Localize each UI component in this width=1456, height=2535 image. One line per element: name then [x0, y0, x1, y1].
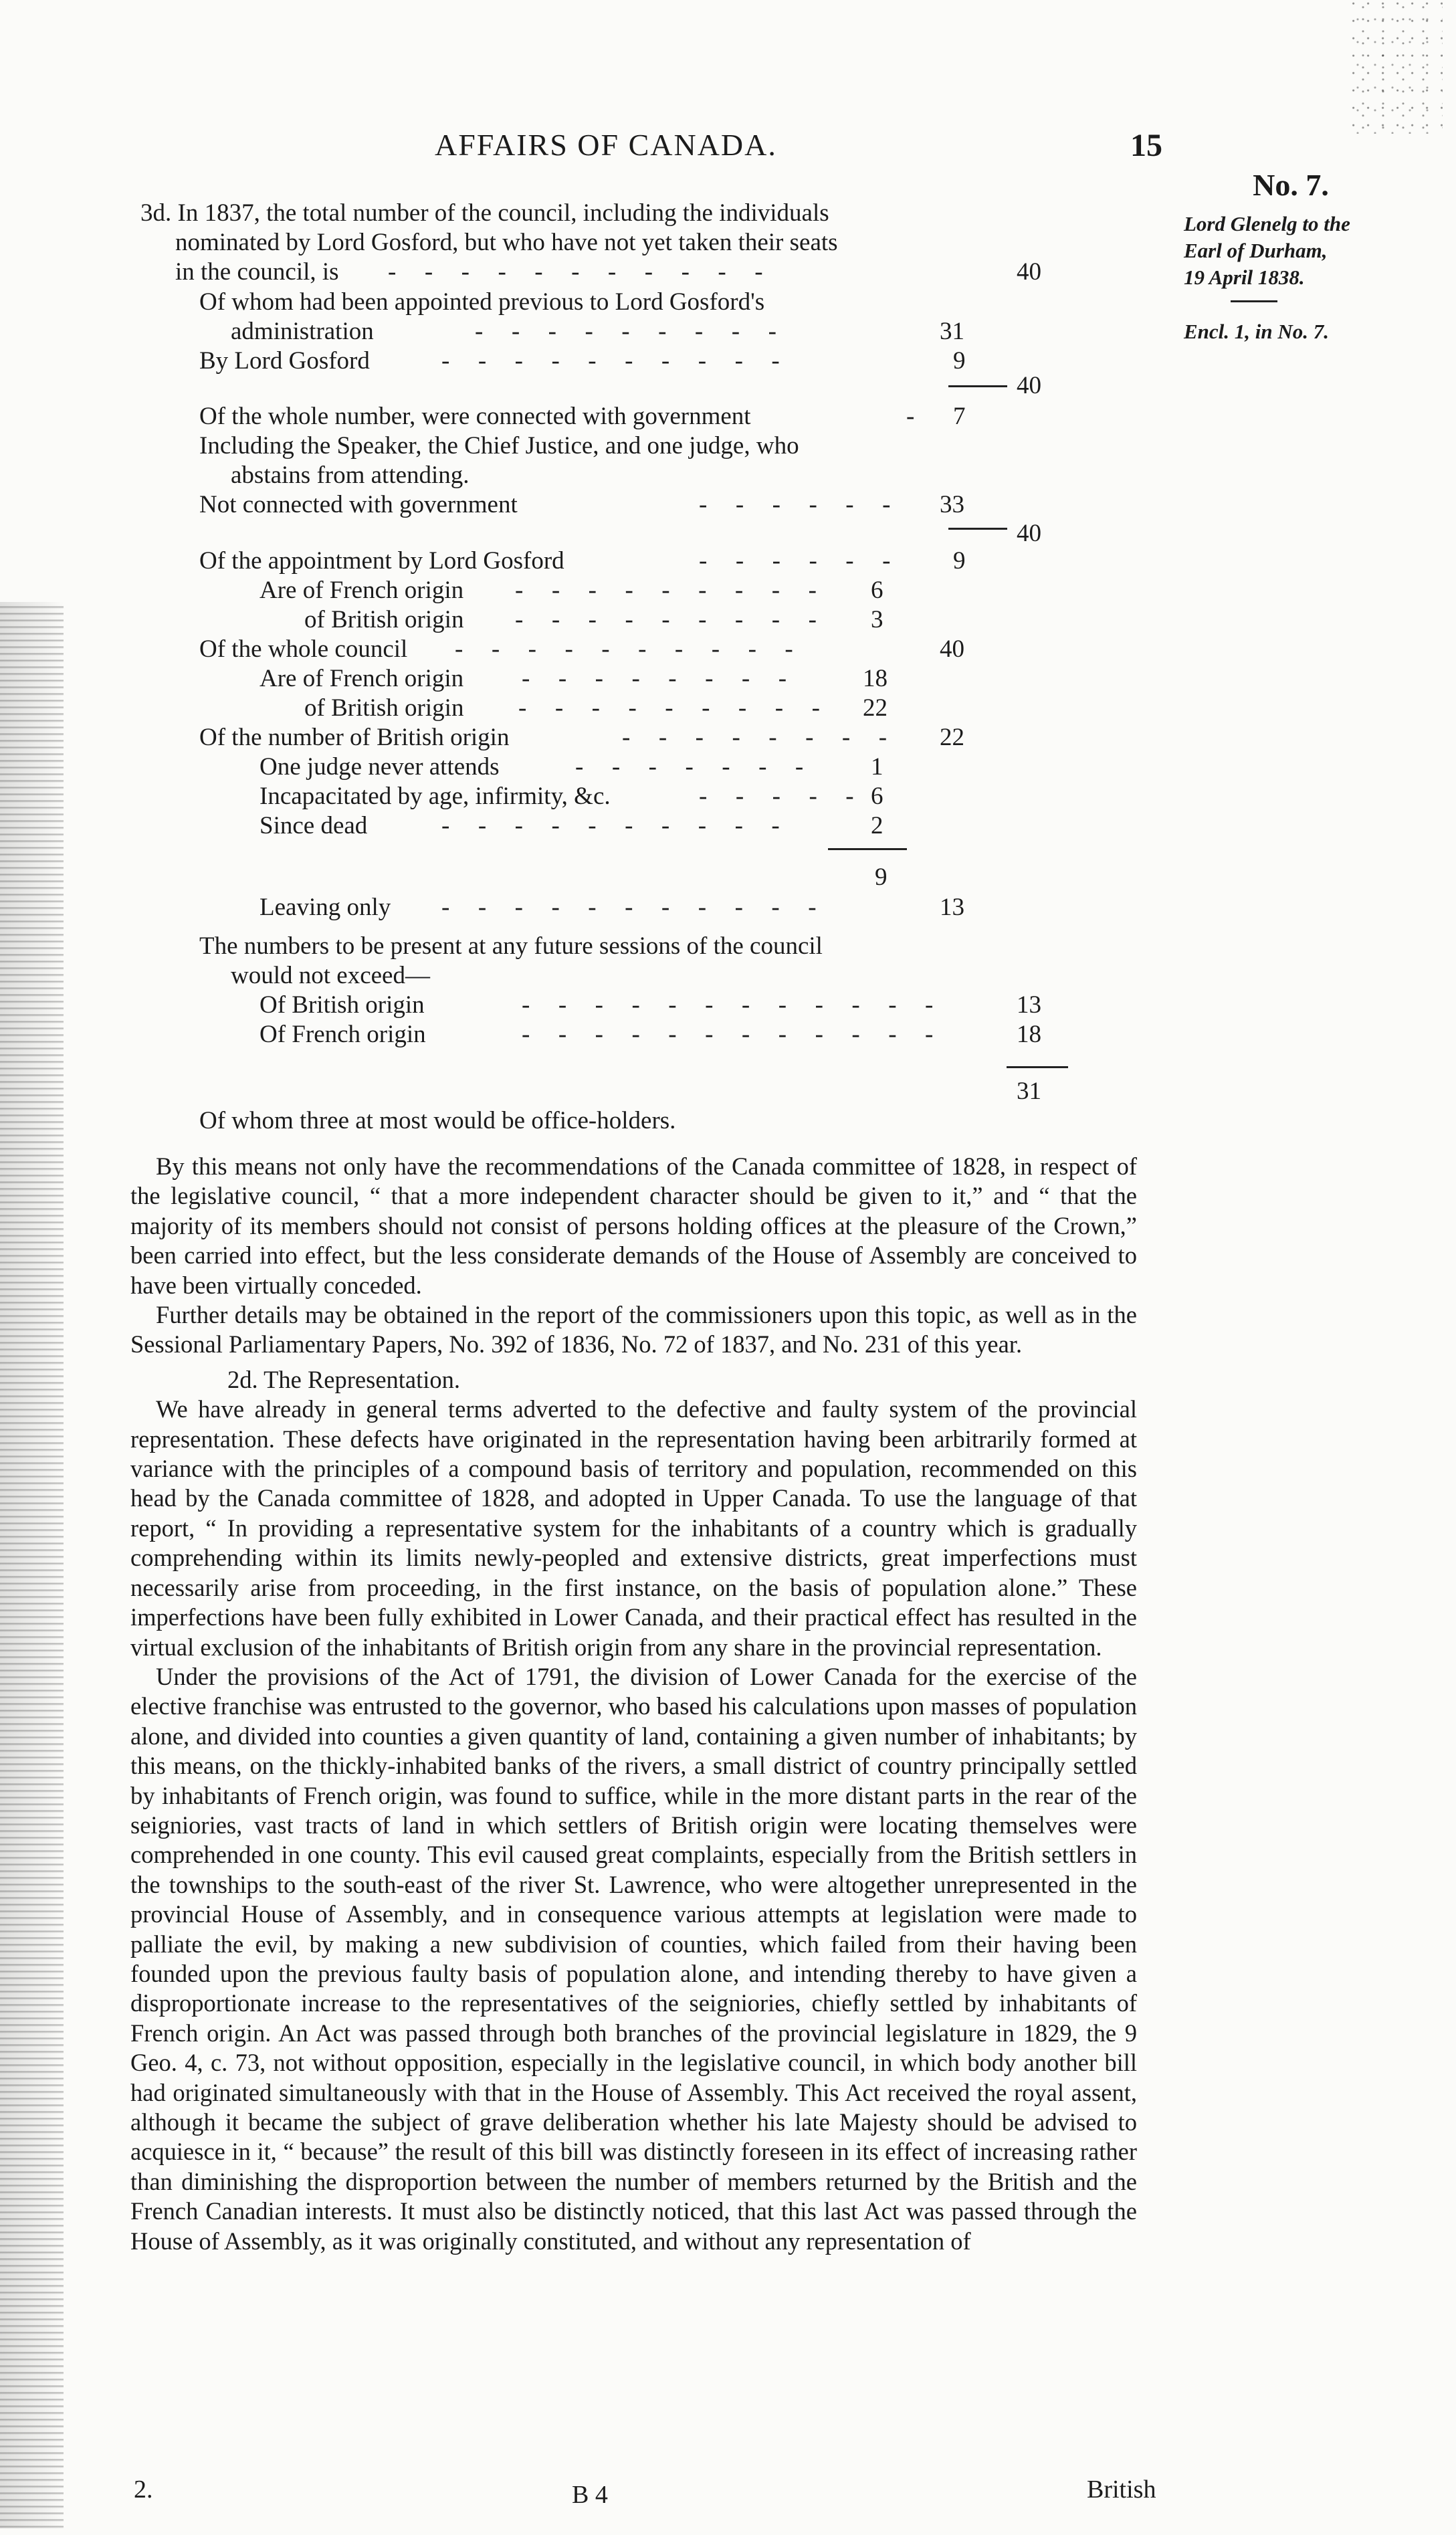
binding-edge	[0, 602, 64, 2528]
stat-label: Of whom had been appointed previous to Lord Gosford's	[199, 288, 765, 316]
stat-label: Leaving only	[259, 894, 391, 921]
leader-dots: - - - - - -	[699, 491, 896, 518]
leader-dots: - - - - - - - - - -	[455, 635, 799, 663]
stat-value: 6	[871, 783, 883, 810]
stat-value: 3	[871, 606, 883, 633]
stat-label: Of French origin	[259, 1021, 426, 1048]
stat-value: 13	[940, 894, 964, 921]
scan-specks	[1349, 0, 1443, 134]
leader-dots: - - - - - - - - -	[515, 577, 822, 604]
stat-label: Of the appointment by Lord Gosford	[199, 547, 564, 575]
stat-value: 22	[863, 694, 888, 722]
leader-dots: - - - - - - - - - -	[441, 812, 785, 839]
leader-dots: - - - - - - - - -	[515, 606, 822, 633]
stat-label: Not connected with government	[199, 491, 518, 518]
stat-label: Since dead	[259, 812, 368, 839]
stat-value: 6	[871, 577, 883, 604]
leader-dots: - - - - - -	[699, 547, 896, 575]
stat-value: 31	[1017, 1078, 1041, 1105]
margin-note-line: 19 April 1838.	[1184, 266, 1305, 289]
leader-dots: - - - - - - - - - - -	[388, 258, 768, 286]
stat-label: of British origin	[304, 694, 464, 722]
leader-dots: - - - - -	[699, 783, 859, 810]
leader-dots: - - - - - - - - -	[518, 694, 825, 722]
page-number: 15	[1130, 128, 1162, 163]
stat-value: 40	[1017, 520, 1041, 547]
sum-rule	[828, 848, 907, 850]
stat-label: Of the number of British origin	[199, 724, 510, 751]
leader-dots: - - - - - - - - - - - -	[522, 1021, 939, 1048]
stat-label: abstains from attending.	[231, 462, 470, 489]
stat-label: Incapacitated by age, infirmity, &c.	[259, 783, 611, 810]
margin-note-line: Lord Glenelg to the	[1184, 212, 1350, 235]
sum-rule	[948, 528, 1007, 530]
margin-note	[1184, 167, 1398, 344]
leader-dots: - - - - - - - -	[622, 724, 893, 751]
stat-label: Including the Speaker, the Chief Justice, and one judge, who	[199, 432, 799, 460]
catchword: British	[1087, 2475, 1156, 2504]
leader-dots: - - - - - - - - -	[475, 318, 782, 345]
margin-note-rule	[1231, 300, 1277, 302]
stat-value: 33	[940, 491, 964, 518]
signature-mark: 2.	[134, 2475, 153, 2504]
stat-value: 31	[940, 318, 964, 345]
stat-label: The numbers to be present at any future sessions of the council	[199, 932, 823, 960]
stat-label: Of whom three at most would be office-holders.	[199, 1107, 676, 1134]
stat-value: 9	[953, 347, 966, 375]
leader-dots: - - - - - - - - - - - -	[522, 991, 939, 1019]
stat-label: would not exceed—	[231, 962, 430, 989]
paragraph: We have already in general terms adverted to the defective and faulty system of the provincial representation. These defects have originated in the representation having been arbitrarily formed at variance with the principles of a compound basis of territory and population, recommended on this head by the Canada committee of 1828, and adopted in Upper Canada. To use the language of that report, “ In providing a representative system for the inhabitants of a country which is gradually comprehending within its limits newly-peopled and extensive districts, great imperfections must necessarily arise from proceeding, in the first instance, on the basis of population alone.” These imperfections have been fully exhibited in Lower Canada, and their practical effect has resulted in the virtual exclusion of the inhabitants of British origin from any share in the provincial representation.	[130, 1395, 1137, 1661]
stat-value: 18	[1017, 1021, 1041, 1048]
paragraph: Further details may be obtained in the report of the commissioners upon this topic, as well as in the Sessional Parliamentary Papers, No. 392 of 1836, No. 72 of 1837, and No. 231 of this year.	[130, 1301, 1137, 1358]
leader-dots: - - - - - - -	[575, 753, 809, 781]
stat-value: 40	[1017, 258, 1041, 286]
stat-intro-line: nominated by Lord Gosford, but who have not yet taken their seats	[175, 229, 838, 256]
body-text	[130, 1152, 1137, 2256]
sum-rule	[1007, 1066, 1068, 1068]
margin-note-number: No. 7.	[1253, 168, 1329, 202]
stat-label: Are of French origin	[259, 665, 464, 692]
stat-value: 40	[1017, 372, 1041, 399]
paragraph: By this means not only have the recommendations of the Canada committee of 1828, in respect of the legislative council, “ that a more independent character should be given to it,” and “ that the majority of its members should not consist of persons holding offices at the pleasure of the Crown,” been carried into effect, but the less considerate demands of the House of Assembly are conceived to have been virtually conceded.	[130, 1152, 1137, 1299]
leader-dots: -	[906, 403, 920, 430]
stat-value: 2	[871, 812, 883, 839]
stat-label: One judge never attends	[259, 753, 500, 781]
stat-label: Of the whole council	[199, 635, 408, 663]
stat-value: 13	[1017, 991, 1041, 1019]
gathering-signature: B 4	[572, 2481, 608, 2509]
leader-dots: - - - - - - - -	[522, 665, 793, 692]
stat-value: 40	[940, 635, 964, 663]
stat-value: 7	[953, 403, 966, 430]
stat-label: administration	[231, 318, 374, 345]
page-title: AFFAIRS OF CANADA.	[435, 128, 777, 162]
paragraph: Under the provisions of the Act of 1791, the division of Lower Canada for the exercise of the elective franchise was entrusted to the governor, who based his calculations upon masses of population alone, and divided into counties a given quantity of land, containing a given number of inhabitants; by this means, on the thickly-inhabited banks of the rivers, a small district of country principally settled by inhabitants of French origin, was found to suffice, while in the more distant parts in the rear of the seigniories, vast tracts of land in which settlers of British origin were locating themselves were comprehended in one county. This evil caused great complaints, especially from the British settlers in the townships to the south-east of the river St. Lawrence, who were altogether unrepresented in the provincial House of Assembly, and in consequence various attempts at legislation were made to palliate the evil, by making a new subdivision of counties, which failed from their having been founded upon the previous faulty basis of population alone, and intending thereby to have given a disproportionate increase to the representatives of the seigniories, chiefly settled by inhabitants of French origin. An Act was passed through both branches of the provincial legislature in 1829, the 9 Geo. 4, c. 73, not without opposition, especially in the legislative council, in which body another bill had originated simultaneously with that in the House of Assembly. This Act received the royal assent, although it became the subject of grave deliberation whether his late Majesty should be advised to acquiesce in it, “ because” the result of this bill was distinctly foreseen in its effect of increasing rather than diminishing the disproportion between the number of members returned by the British and the French Canadian interests. It must also be distinctly noticed, that this last Act was passed through the House of Assembly, as it was originally constituted, and without any representation of	[130, 1662, 1137, 2255]
stat-label: of British origin	[304, 606, 464, 633]
leader-dots: - - - - - - - - - - -	[441, 894, 822, 921]
margin-note-enclosure: Encl. 1, in No. 7.	[1184, 320, 1330, 343]
stat-value: 1	[871, 753, 883, 781]
stat-value: 18	[863, 665, 888, 692]
sum-rule	[948, 385, 1007, 387]
stat-value: 22	[940, 724, 964, 751]
stat-label: Are of French origin	[259, 577, 464, 604]
stat-value: 9	[953, 547, 966, 575]
stat-value: 9	[875, 864, 888, 891]
section-heading: 2d. The Representation.	[227, 1365, 461, 1393]
stat-intro-line: in the council, is	[175, 258, 339, 286]
stat-label: By Lord Gosford	[199, 347, 370, 375]
stat-label: Of the whole number, were connected with government	[199, 403, 751, 430]
stat-intro-line: 3d. In 1837, the total number of the council, including the individuals	[140, 199, 829, 227]
leader-dots: - - - - - - - - - -	[441, 347, 785, 375]
margin-note-line: Earl of Durham,	[1184, 239, 1328, 262]
stat-label: Of British origin	[259, 991, 425, 1019]
